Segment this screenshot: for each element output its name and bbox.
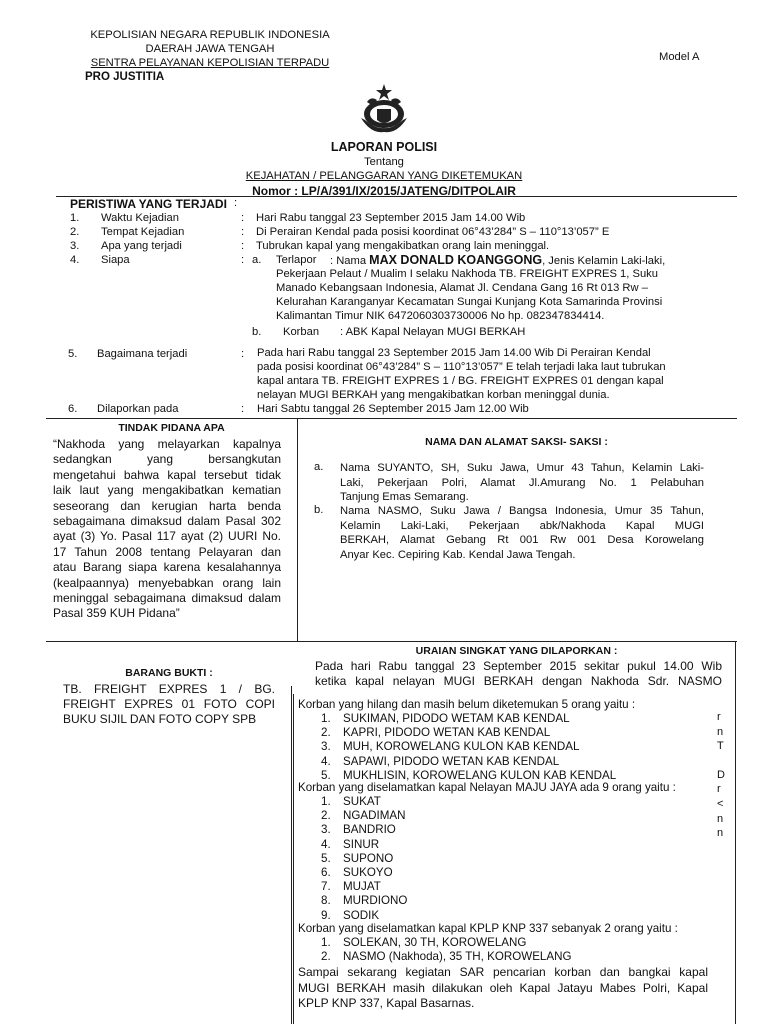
rescued-kplp-list (321, 936, 572, 964)
pro-justitia: PRO JUSTITIA (85, 71, 165, 83)
uraian-text (315, 659, 722, 689)
item-number: 3. (70, 240, 80, 252)
item-value: Hari Rabu tanggal 23 September 2015 Jam 14.00 Wib (256, 212, 526, 224)
list-item (321, 740, 616, 754)
item-text: SINUR (343, 837, 380, 851)
saksi-a-text (340, 461, 704, 505)
terlapor-label: Terlapor (276, 254, 317, 266)
item-value: Di Perairan Kendal pada posisi koordinat 06°43’284” S – 110°13’057” E (256, 226, 610, 238)
item-colon: : (241, 212, 245, 224)
item-text: MUKHLISIN, KOROWELANG KULON KAB KENDAL (343, 768, 617, 782)
saksi-line: Anyar Kec. Cepiring Kab. Kendal Jawa Tengah. (340, 548, 576, 561)
item-label: Dilaporkan pada (97, 403, 179, 415)
list-item (321, 909, 407, 923)
tindak-line: ayat (3) Yo. Pasal 117 ayat (2) UURI No. (53, 529, 281, 544)
saksi-b-text (340, 504, 704, 562)
terlapor-line: Pekerjaan Pelaut / Mualim I selaku Nakhoda TB. FREIGHT EXPRES 1, Suku (276, 268, 658, 280)
item-number: 1. (321, 936, 331, 949)
peristiwa-heading: PERISTIWA YANG TERJADI (70, 197, 227, 211)
section-rule (46, 641, 737, 642)
report-subject: KEJAHATAN / PELANGGARAN YANG DIKETEMUKAN (245, 170, 523, 182)
item-text: MUH, KOROWELANG KULON KAB KENDAL (343, 740, 580, 754)
item-label: Siapa (101, 254, 130, 266)
korban-value: : ABK Kapal Nelayan MUGI BERKAH (340, 326, 526, 338)
terlapor-line: Manado Kebangsaan Indonesia, Alamat Jl. Cendana Gang 16 Rt 013 Rw – (276, 282, 648, 294)
item-number: 3. (321, 823, 331, 837)
item-text: SODIK (343, 908, 380, 922)
item-label: Tempat Kejadian (101, 226, 185, 238)
tindak-line: meninggal sebagaimana dimaksud dalam (53, 591, 281, 606)
edge-char: n (717, 812, 724, 825)
list-item (321, 755, 616, 769)
saksi-line: Nama SUYANTO, SH, Suku Jawa, Umur 43 Tahun, Kelamin Laki- (340, 462, 704, 474)
overlay-left-border (293, 694, 294, 1024)
tindak-line: Pasal 359 KUH Pidana” (53, 606, 180, 621)
saksi-line: Kelamin Laki-Laki, Pekerjaan abk/Nakhoda Kapal MUGI (340, 519, 704, 532)
institution-line-1: KEPOLISIAN NEGARA REPUBLIK INDONESIA (90, 29, 330, 41)
item-value: Tubrukan kapal yang mengakibatkan orang lain meninggal. (256, 240, 550, 252)
item-label: Bagaimana terjadi (97, 348, 188, 360)
saksi-line: Laki, Pekerjaan Polri, Alamat Jl.Amurang No. 1 Pelabuhan (340, 476, 704, 489)
tindak-line: “Nakhoda yang melayarkan kapalnya (53, 437, 281, 451)
edge-char: T (717, 740, 724, 753)
bagaimana-line: Pada hari Rabu tanggal 23 September 2015 Jam 14.00 Wib Di Perairan Kendal (257, 347, 651, 359)
item-number: 8. (321, 894, 331, 908)
item-text: KAPRI, PIDODO WETAN KAB KENDAL (343, 726, 551, 740)
terlapor-name: MAX DONALD KOANGGONG (369, 253, 543, 267)
item-number: 2. (321, 726, 331, 740)
victims-overlay (293, 694, 713, 1024)
sub-marker-b: b. (252, 326, 262, 338)
item-colon: : (241, 403, 245, 415)
list-item (321, 950, 572, 964)
tindak-line: atau Barang siapa karena kesalahannya (53, 560, 281, 575)
item-colon: : (241, 240, 245, 252)
item-number: 9. (321, 908, 331, 922)
item-text: NASMO (Nakhoda), 35 TH, KOROWELANG (343, 950, 572, 964)
item-value: Hari Sabtu tanggal 26 September 2015 Jam 12.00 Wib (257, 403, 529, 415)
barang-text (63, 682, 275, 727)
item-colon: : (241, 348, 245, 360)
item-number: 7. (321, 880, 331, 894)
item-text: NGADIMAN (343, 809, 406, 823)
edge-gap (717, 754, 727, 768)
edge-char: < (717, 797, 724, 810)
item-text: SOLEKAN, 30 TH, KOROWELANG (343, 936, 527, 949)
item-colon: : (241, 254, 245, 266)
section-rule (46, 418, 737, 419)
uraian-heading: URAIAN SINGKAT YANG DILAPORKAN : (415, 645, 618, 657)
item-number: 5. (68, 348, 78, 360)
list-item (321, 838, 407, 852)
terlapor-first-line (330, 253, 665, 267)
lower-column-divider (291, 686, 292, 1024)
police-emblem (357, 82, 411, 138)
maju-intro: Korban yang diselamatkan kapal Nelayan MAJU JAYA ada 9 orang yaitu : (298, 781, 676, 794)
list-item (321, 852, 407, 866)
bagaimana-line: kapal antara TB. FREIGHT EXPRES 1 / BG. FREIGHT EXPRES 01 dengan kapal (257, 375, 664, 387)
bagaimana-line: nelayan MUGI BERKAH yang mengakibatkan korban meninggal dunia. (257, 389, 610, 401)
item-number: 6. (68, 403, 78, 415)
tindak-line: seseorang dan kerugian harta benda (53, 498, 281, 513)
item-colon: : (241, 226, 245, 238)
terlapor-prefix: : Nama (330, 255, 370, 267)
terlapor-line: Kelurahan Karanganyar Kecamatan Sungai Kunjang Kota Samarinda Provinsi (276, 296, 663, 308)
item-number: 1. (70, 212, 80, 224)
terlapor-suffix: , Jenis Kelamin Laki-laki, (542, 255, 666, 267)
item-text: SUKOYO (343, 866, 393, 880)
item-text: MUJAT (343, 880, 381, 894)
item-number: 4. (321, 754, 331, 768)
hilang-intro: Korban yang hilang dan masih belum diketemukan 5 orang yaitu : (298, 698, 636, 711)
item-number: 2. (70, 226, 80, 238)
peristiwa-colon: : (234, 197, 238, 209)
tindak-line: sedangkan yang bersangkutan (53, 452, 281, 467)
tindak-line: mengetahui bahwa kapal tersebut tidak (53, 467, 281, 482)
institution-line-2: DAERAH JAWA TENGAH (145, 43, 275, 55)
closing-paragraph (298, 965, 708, 1012)
saksi-line: BERKAH, Alamat Gebang Rt 001 Rw 001 Desa Korowelang (340, 534, 704, 546)
list-item (321, 880, 407, 894)
sub-marker-a: a. (252, 254, 262, 266)
closing-line: MUGI BERKAH masih dilakukan oleh Kapal Jatayu Mabes Polri, Kapal (298, 980, 708, 995)
saksi-line: Nama NASMO, Suku Jawa / Bangsa Indonesia, Umur 35 Tahun, (340, 505, 704, 517)
saksi-marker-b: b. (314, 504, 324, 516)
item-label: Apa yang terjadi (101, 240, 182, 252)
tindak-line: (kealpaannya) menyebabkan orang lain (53, 575, 281, 590)
barang-heading: BARANG BUKTI : (125, 667, 213, 679)
right-border (735, 641, 736, 1024)
edge-char: D (717, 768, 725, 781)
list-item (321, 795, 407, 809)
list-item (321, 823, 407, 837)
tindak-line: sebagaimana dimaksud dalam Pasal 302 (53, 514, 281, 529)
closing-line: KPLP KNP 337, Kapal Basarnas. (298, 996, 475, 1010)
edge-char: n (717, 827, 724, 840)
tindak-line: 17 Tahun 2008 tentang Pelayaran dan (53, 544, 281, 559)
uraian-line: Pada hari Rabu tanggal 23 September 2015 sekitar pukul 14.00 Wib (315, 659, 722, 673)
item-number: 3. (321, 740, 331, 754)
missing-list (321, 712, 616, 783)
terlapor-line: Kalimantan Timur NIK 6472060303730006 No hp. 082347834414. (276, 310, 605, 322)
tentang-label: Tentang (364, 156, 404, 168)
edge-char: n (717, 725, 724, 738)
uraian-clipped-edge (717, 710, 727, 841)
item-text: SUKAT (343, 795, 381, 808)
tindak-text (53, 437, 281, 622)
saksi-marker-a: a. (314, 461, 324, 473)
saksi-heading: NAMA DAN ALAMAT SAKSI- SAKSI : (425, 436, 608, 448)
tindak-line: laik laut yang mengakibatkan kematian (53, 483, 281, 498)
kplp-intro: Korban yang diselamatkan kapal KPLP KNP 337 sebanyak 2 orang yaitu : (298, 922, 678, 935)
uraian-line: ketika kapal nelayan MUGI BERKAH dengan Nakhoda Sdr. NASMO (315, 674, 722, 688)
saksi-line: Tanjung Emas Semarang. (340, 491, 469, 503)
item-number: 5. (321, 768, 331, 782)
list-item (321, 936, 572, 950)
item-number: 4. (321, 837, 331, 851)
barang-line: FREIGHT EXPRES 01 FOTO COPI (63, 697, 275, 711)
item-text: MURDIONO (343, 894, 408, 908)
barang-line: BUKU SIJIL DAN FOTO COPY SPB (63, 712, 257, 726)
rescued-maju-list (321, 795, 407, 923)
item-number: 1. (321, 795, 331, 808)
item-number: 6. (321, 866, 331, 880)
list-item (321, 712, 616, 726)
report-number: Nomor : LP/A/391/IX/2015/JATENG/DITPOLAIR (252, 184, 516, 198)
item-text: SUKIMAN, PIDODO WETAM KAB KENDAL (343, 712, 570, 725)
korban-label: Korban (283, 326, 320, 338)
column-divider (297, 418, 298, 641)
item-number: 5. (321, 851, 331, 865)
item-text: BANDRIO (343, 823, 396, 837)
institution-line-3: SENTRA PELAYANAN KEPOLISIAN TERPADU (90, 57, 330, 69)
bagaimana-line: pada posisi koordinat 06°43’284” S – 110°13’057” E telah terjadi laka laut tubrukan (257, 361, 666, 373)
edge-char: r (717, 711, 721, 723)
item-number: 1. (321, 712, 331, 725)
edge-char: r (717, 783, 721, 796)
list-item (321, 894, 407, 908)
tindak-heading: TINDAK PIDANA APA (118, 422, 225, 434)
barang-line: TB. FREIGHT EXPRES 1 / BG. (63, 682, 275, 696)
model-label: Model A (659, 51, 700, 63)
list-item (321, 809, 407, 823)
item-text: SAPAWI, PIDODO WETAN KAB KENDAL (343, 754, 560, 768)
list-item (321, 726, 616, 740)
item-number: 2. (321, 950, 331, 964)
item-label: Waktu Kejadian (101, 212, 179, 224)
item-number: 4. (70, 254, 80, 266)
report-title: LAPORAN POLISI (330, 140, 438, 154)
item-number: 2. (321, 809, 331, 823)
item-text: SUPONO (343, 851, 394, 865)
closing-line: Sampai sekarang kegiatan SAR pencarian korban dan bangkai kapal (298, 965, 708, 979)
list-item (321, 866, 407, 880)
